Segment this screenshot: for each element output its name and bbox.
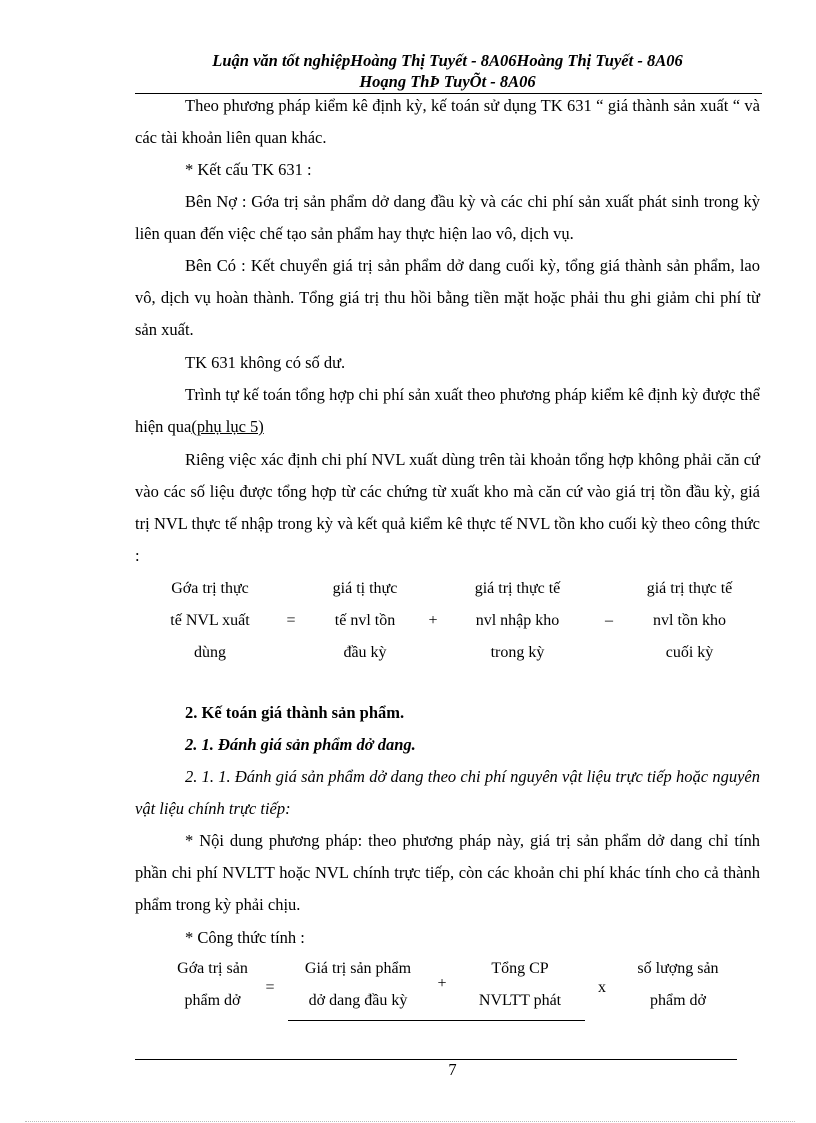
formula2-times: x — [598, 979, 606, 996]
section-heading-2-1-1: 2. 1. 1. Đánh giá sản phẩm dở dang theo chi phí nguyên vật liệu trực tiếp hoặc nguyên vật liệu chính trực tiếp: — [135, 767, 760, 818]
formula2-a-line2: phẩm dở — [184, 992, 241, 1009]
formula1-equals: = — [286, 612, 296, 629]
formula1-d-line3: cuối kỳ — [665, 644, 714, 661]
formula2-c-line1: Tổng CP — [491, 960, 549, 977]
formula2-fraction-bar — [288, 1020, 585, 1021]
section-heading-2: 2. Kế toán giá thành sản phẩm. — [185, 703, 405, 722]
formula1-c-line1: giá trị thực tế — [474, 580, 561, 597]
page-edge-dots — [25, 1121, 795, 1122]
paragraph-6 — [135, 379, 760, 443]
appendix-link[interactable]: (phụ lục 5) — [191, 417, 264, 436]
paragraph-5: TK 631 không có số dư. — [185, 353, 346, 372]
formula1-term-b — [305, 573, 425, 669]
header-line-2: Hoạng ThÞ TuyÕt - 8A06 — [359, 72, 536, 91]
formula1-b-line2: tế nvl tồn — [334, 612, 396, 629]
header-line-1: Luận văn tốt nghiệpHoàng Thị Tuyết - 8A06Hoàng Thị Tuyết - 8A06 — [212, 51, 683, 70]
formula1-a-line3: dùng — [194, 644, 226, 661]
formula1-d-line1: giá trị thực tế — [646, 580, 733, 597]
formula2-d-line1: số lượng sản — [637, 960, 719, 977]
formula2-b-line2: dở dang đầu kỳ — [308, 992, 408, 1009]
formula2-a-line1: Gớa trị sản — [177, 960, 248, 977]
formula1-plus: + — [428, 612, 438, 629]
formula2-equals: = — [265, 979, 275, 996]
paragraph-8: * Nội dung phương pháp: theo phương pháp này, giá trị sản phẩm dở dang chỉ tính phần chi phí NVLTT hoặc NVL chính trực tiếp, còn các khoản chi phí khác tính cho cả thành phẩm trong kỳ phải chịu. — [135, 831, 760, 914]
formula2-plus: + — [437, 975, 447, 992]
formula2-term-c — [456, 953, 584, 1017]
page-header — [135, 50, 760, 92]
formula2-term-b — [288, 953, 428, 1017]
paragraph-1: Theo phương pháp kiểm kê định kỳ, kế toán sử dụng TK 631 “ giá thành sản xuất “ và các tài khoản liên quan khác. — [135, 96, 760, 147]
paragraph-2: * Kết cấu TK 631 : — [185, 160, 312, 179]
formula1-term-c — [450, 573, 585, 669]
formula2-term-d — [618, 953, 738, 1017]
paragraph-4: Bên Có : Kết chuyển giá trị sản phẩm dở dang cuối kỳ, tổng giá thành sản phẩm, lao vô, dịch vụ hoàn thành. Tổng giá trị thu hồi bằng tiền mặt hoặc phải thu ghi giảm chi phí từ sản xuất. — [135, 256, 760, 339]
paragraph-6-text: Trình tự kế toán tổng hợp chi phí sản xuất theo phương pháp kiểm kê định kỳ được thể hiện qua — [135, 385, 760, 436]
formula1-a-line2: tế NVL xuất — [170, 612, 250, 629]
paragraph-9: * Công thức tính : — [185, 928, 305, 947]
section-heading-2-1: 2. 1. Đánh giá sản phẩm dở dang. — [185, 735, 416, 754]
formula2-c-line2: NVLTT phát — [478, 992, 562, 1009]
formula1-a-line1: Gớa trị thực — [171, 580, 249, 597]
formula1-minus: – — [605, 612, 613, 629]
formula1-b-line3: đầu kỳ — [343, 644, 387, 661]
paragraph-7: Riêng việc xác định chi phí NVL xuất dùng trên tài khoản tổng hợp không phải căn cứ vào các số liệu được tổng hợp từ các chứng từ xuất kho mà căn cứ vào giá trị tồn đầu kỳ, giá trị NVL thực tế nhập trong kỳ và kết quả kiểm kê thực tế NVL tồn kho cuối kỳ theo công thức : — [135, 450, 760, 565]
formula1-d-line2: nvl tồn kho — [653, 612, 726, 629]
formula1-term-a — [150, 573, 270, 669]
formula2-term-a — [160, 953, 265, 1017]
formula1-term-d — [622, 573, 757, 669]
formula2-b-line1: Giá trị sản phẩm — [304, 960, 412, 977]
formula2-d-line2: phẩm dở — [649, 992, 706, 1009]
paragraph-3: Bên Nợ : Gớa trị sản phẩm dở dang đầu kỳ và các chi phí sản xuất phát sinh trong kỳ liên quan đến việc chế tạo sản phẩm hay thực hiện lao vô, dịch vụ. — [135, 192, 760, 243]
formula1-c-line2: nvl nhập kho — [475, 612, 560, 629]
formula1-c-line3: trong kỳ — [490, 644, 545, 661]
page-number: 7 — [448, 1060, 457, 1079]
formula1-b-line1: giá tị thực — [332, 580, 398, 597]
